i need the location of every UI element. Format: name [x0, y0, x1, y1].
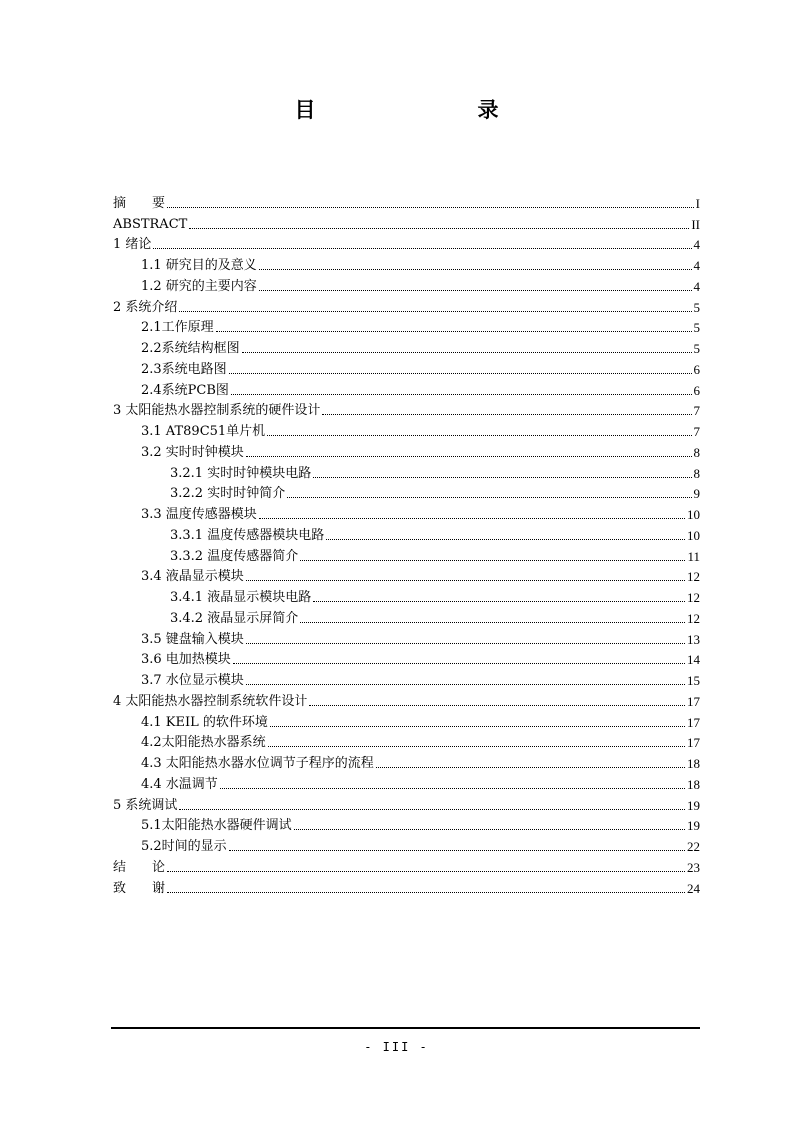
dot-leader: [259, 518, 685, 519]
dot-leader: [309, 705, 685, 706]
toc-entry-label: 4.1 KEIL 的软件环境: [141, 714, 268, 730]
toc-entry-page-number: 23: [687, 859, 700, 875]
toc-entry[interactable]: [113, 875, 700, 896]
toc-entry-page-number: 10: [687, 507, 700, 522]
toc-entry-page-number: 12: [687, 610, 700, 626]
toc-entry-page-number: 5: [693, 299, 700, 315]
toc-entry-page-number: 8: [693, 465, 700, 481]
dot-leader: [233, 663, 685, 664]
footer-rule: [111, 1027, 700, 1029]
dot-leader: [300, 560, 685, 561]
page-title: 目 录: [294, 97, 539, 122]
dot-leader: [376, 767, 685, 768]
toc-entry[interactable]: [113, 398, 700, 419]
toc-entry[interactable]: [113, 190, 700, 211]
toc-entry-label: 3.6 电加热模块: [141, 652, 231, 668]
toc-entry[interactable]: [113, 211, 700, 232]
toc-entry-label: 4 太阳能热水器控制系统软件设计: [113, 693, 308, 709]
toc-entry-label: 2.2系统结构框图: [141, 341, 240, 356]
toc-entry-label: 3.2.1 实时时钟模块电路: [170, 465, 312, 481]
toc-entry-page-number: 4: [693, 258, 700, 273]
toc-entry-label: 3.7 水位显示模块: [141, 673, 244, 688]
dot-leader: [229, 850, 685, 851]
toc-entry-label: 2.1工作原理: [141, 320, 214, 336]
footer-page-number: - III -: [364, 1040, 429, 1054]
toc-entry-page-number: 6: [693, 361, 700, 377]
toc-entry-page-number: 18: [687, 756, 700, 771]
toc-entry-page-number: 10: [687, 527, 700, 543]
toc-entry[interactable]: [113, 439, 700, 460]
toc-entry-label: 5 系统调试: [113, 797, 178, 813]
toc-entry[interactable]: [113, 647, 700, 668]
dot-leader: [220, 788, 685, 789]
dot-leader: [167, 892, 685, 893]
toc-entry-label: 致 谢: [113, 880, 166, 896]
toc-entry-page-number: 4: [693, 237, 700, 253]
toc-entry-label: 3.3 温度传感器模块: [141, 507, 257, 522]
toc-entry-page-number: 7: [693, 403, 700, 419]
toc-entry-page-number: I: [695, 195, 700, 211]
dot-leader: [229, 373, 692, 374]
toc-entry[interactable]: [113, 730, 700, 751]
toc-entry[interactable]: [113, 501, 700, 522]
dot-leader: [246, 580, 685, 581]
toc-entry-page-number: 17: [687, 735, 700, 751]
toc-entry[interactable]: [113, 543, 700, 564]
toc-entry-page-number: 24: [687, 880, 700, 896]
toc-entry[interactable]: [113, 792, 700, 813]
dot-leader: [313, 601, 685, 602]
dot-leader: [267, 435, 691, 436]
dot-leader: [259, 290, 692, 291]
toc-entry-page-number: 19: [687, 818, 700, 834]
toc-entry-page-number: 12: [687, 569, 700, 585]
toc-entry-page-number: 17: [687, 693, 700, 709]
dot-leader: [270, 726, 685, 727]
dot-leader: [300, 622, 685, 623]
toc-entry[interactable]: [113, 667, 700, 688]
toc-entry-label: 5.1太阳能热水器硬件调试: [141, 818, 292, 834]
dot-leader: [167, 207, 694, 208]
toc-entry-label: 5.2时间的显示: [141, 839, 227, 854]
dot-leader: [179, 311, 691, 312]
toc-entry[interactable]: [113, 335, 700, 356]
toc-entry-label: 3.2 实时时钟模块: [141, 444, 244, 460]
toc-entry-page-number: 22: [687, 839, 700, 854]
dot-leader: [313, 477, 691, 478]
toc-entry-page-number: 11: [687, 548, 700, 564]
toc-entry-label: 4.3 太阳能热水器水位调节子程序的流程: [141, 756, 374, 771]
toc-entry-label: 摘 要: [113, 195, 166, 211]
toc-entry-page-number: 18: [687, 776, 700, 792]
toc-entry-label: 3.2.2 实时时钟简介: [170, 486, 286, 502]
toc-entry-page-number: 7: [693, 424, 700, 439]
toc-entry[interactable]: [113, 813, 700, 834]
toc-entry-label: 3.4 液晶显示模块: [141, 569, 244, 585]
toc-entry-label: 3 太阳能热水器控制系统的硬件设计: [113, 403, 321, 419]
toc-entry[interactable]: [113, 584, 700, 605]
toc-entry-page-number: 14: [687, 652, 700, 668]
toc-entry-label: 1.2 研究的主要内容: [141, 278, 257, 294]
toc-entry[interactable]: [113, 771, 700, 792]
dot-leader: [216, 331, 692, 332]
toc-entry[interactable]: [113, 460, 700, 481]
toc-entry[interactable]: [113, 315, 700, 336]
toc-entry[interactable]: [113, 273, 700, 294]
toc-entry-page-number: 6: [693, 382, 700, 398]
toc-entry-page-number: II: [691, 216, 700, 232]
dot-leader: [294, 829, 685, 830]
toc-entry-label: 3.4.2 液晶显示屏简介: [170, 610, 299, 626]
dot-leader: [246, 684, 685, 685]
dot-leader: [246, 456, 692, 457]
toc-entry-label: ABSTRACT: [113, 216, 188, 232]
toc-entry-page-number: 13: [687, 631, 700, 647]
toc-entry-page-number: 5: [693, 320, 700, 336]
toc-entry[interactable]: [113, 522, 700, 543]
toc-entry[interactable]: [113, 833, 700, 854]
dot-leader: [242, 352, 692, 353]
toc-entry-label: 3.3.2 温度传感器简介: [170, 548, 299, 564]
toc-entry[interactable]: [113, 252, 700, 273]
table-of-contents: [113, 190, 700, 896]
toc-entry-page-number: 12: [687, 590, 700, 605]
toc-entry[interactable]: [113, 709, 700, 730]
toc-entry[interactable]: [113, 626, 700, 647]
dot-leader: [246, 643, 685, 644]
dot-leader: [179, 809, 685, 810]
dot-leader: [268, 746, 685, 747]
dot-leader: [189, 228, 689, 229]
toc-entry-page-number: 15: [687, 673, 700, 688]
toc-entry[interactable]: [113, 418, 700, 439]
toc-entry[interactable]: [113, 232, 700, 253]
toc-entry[interactable]: [113, 854, 700, 875]
dot-leader: [259, 269, 692, 270]
toc-entry[interactable]: [113, 750, 700, 771]
toc-entry-page-number: 5: [693, 341, 700, 356]
toc-entry[interactable]: [113, 294, 700, 315]
toc-entry[interactable]: [113, 377, 700, 398]
dot-leader: [322, 414, 691, 415]
toc-entry-page-number: 9: [693, 486, 700, 502]
dot-leader: [167, 871, 685, 872]
toc-entry-page-number: 8: [693, 444, 700, 460]
toc-entry[interactable]: [113, 605, 700, 626]
toc-entry-label: 4.2太阳能热水器系统: [141, 735, 266, 751]
toc-entry[interactable]: [113, 564, 700, 585]
toc-entry-label: 1 绪论: [113, 237, 152, 253]
toc-entry-label: 4.4 水温调节: [141, 776, 218, 792]
toc-entry-label: 1.1 研究目的及意义: [141, 258, 257, 273]
toc-entry[interactable]: [113, 356, 700, 377]
toc-entry-label: 3.1 AT89C51单片机: [141, 424, 266, 439]
toc-entry-label: 2 系统介绍: [113, 299, 178, 315]
toc-entry-label: 3.3.1 温度传感器模块电路: [170, 527, 325, 543]
toc-entry-label: 2.3系统电路图: [141, 361, 227, 377]
toc-entry-label: 2.4系统PCB图: [141, 382, 229, 398]
toc-entry-label: 结 论: [113, 859, 166, 875]
toc-entry-label: 3.5 键盘输入模块: [141, 631, 244, 647]
toc-entry[interactable]: [113, 481, 700, 502]
dot-leader: [287, 497, 691, 498]
toc-entry[interactable]: [113, 688, 700, 709]
toc-entry-label: 3.4.1 液晶显示模块电路: [170, 590, 312, 605]
toc-entry-page-number: 19: [687, 797, 700, 813]
dot-leader: [231, 394, 692, 395]
toc-entry-page-number: 17: [687, 714, 700, 730]
dot-leader: [153, 248, 691, 249]
toc-entry-page-number: 4: [693, 278, 700, 294]
dot-leader: [326, 539, 685, 540]
